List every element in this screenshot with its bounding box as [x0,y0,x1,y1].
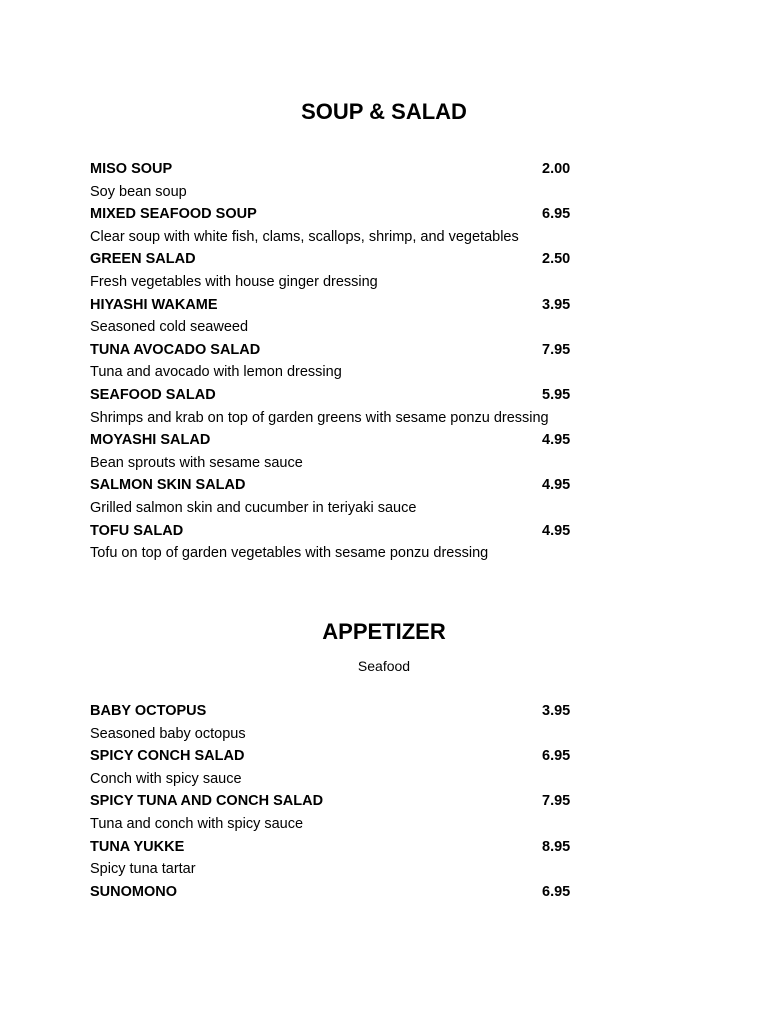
item-description: Seasoned cold seaweed [90,319,249,336]
item-price: 2.50 [542,251,571,268]
item-price: 8.95 [542,838,571,855]
item-description: Soy bean soup [90,183,187,200]
item-price: 5.95 [542,386,571,403]
section-title-appetizer: APPETIZER [322,619,446,644]
item-description: Tofu on top of garden vegetables with sesame ponzu dressing [90,545,489,562]
item-price: 4.95 [542,522,571,539]
item-name: SPICY TUNA AND CONCH SALAD [90,793,324,810]
item-price: 6.95 [542,883,571,900]
menu-item-tuna-avocado-salad [90,339,580,384]
item-description: Grilled salmon skin and cucumber in teriyaki sauce [90,499,417,516]
item-description: Tuna and avocado with lemon dressing [90,364,342,381]
item-name: SPICY CONCH SALAD [90,748,245,765]
item-price: 2.00 [542,161,571,177]
section-title-soup-salad: SOUP & SALAD [301,99,467,124]
menu-item-baby-octopus [90,700,580,745]
item-description: Conch with spicy sauce [90,770,242,787]
menu-item-salmon-skin-salad [90,474,580,519]
item-description: Seasoned baby octopus [90,725,246,742]
item-price: 4.95 [542,477,571,494]
item-name: TUNA AVOCADO SALAD [90,341,261,358]
item-price: 3.95 [542,703,571,719]
item-name: MOYASHI SALAD [90,432,211,449]
item-description: Fresh vegetables with house ginger dressing [90,273,378,290]
item-name: GREEN SALAD [90,251,196,268]
item-price: 6.95 [542,748,571,765]
item-description: Bean sprouts with sesame sauce [90,454,303,471]
menu-item-spicy-tuna-conch-salad [90,790,580,835]
item-name: MIXED SEAFOOD SOUP [90,206,257,223]
menu-item-tofu-salad [90,520,580,565]
item-name: SUNOMONO [90,883,177,900]
item-description: Clear soup with white fish, clams, scallops, shrimp, and vegetables [90,228,519,245]
soup-salad-item-list [90,158,580,565]
menu-item-spicy-conch-salad [90,745,580,790]
item-name: HIYASHI WAKAME [90,296,218,313]
item-description: Spicy tuna tartar [90,861,196,878]
item-name: SALMON SKIN SALAD [90,477,246,494]
item-name: TUNA YUKKE [90,838,185,855]
section-subtitle-seafood: Seafood [357,658,411,674]
item-name: TOFU SALAD [90,522,184,539]
item-price: 7.95 [542,793,571,810]
item-price: 7.95 [542,341,571,358]
menu-item-miso-soup [90,158,580,203]
appetizer-item-list [90,700,580,903]
menu-item-seafood-salad [90,384,580,429]
menu-item-mixed-seafood-soup [90,203,580,248]
item-description: Shrimps and krab on top of garden greens with sesame ponzu dressing [90,409,549,426]
menu-item-tuna-yukke [90,836,580,881]
menu-item-green-salad [90,248,580,293]
item-price: 3.95 [542,296,571,313]
menu-item-hiyashi-wakame [90,294,580,339]
menu-item-moyashi-salad [90,429,580,474]
item-name: BABY OCTOPUS [90,703,207,719]
item-price: 6.95 [542,206,571,223]
item-name: MISO SOUP [90,161,173,177]
item-price: 4.95 [542,432,571,449]
item-name: SEAFOOD SALAD [90,386,216,403]
menu-item-sunomono [90,881,580,904]
item-description: Tuna and conch with spicy sauce [90,815,304,832]
